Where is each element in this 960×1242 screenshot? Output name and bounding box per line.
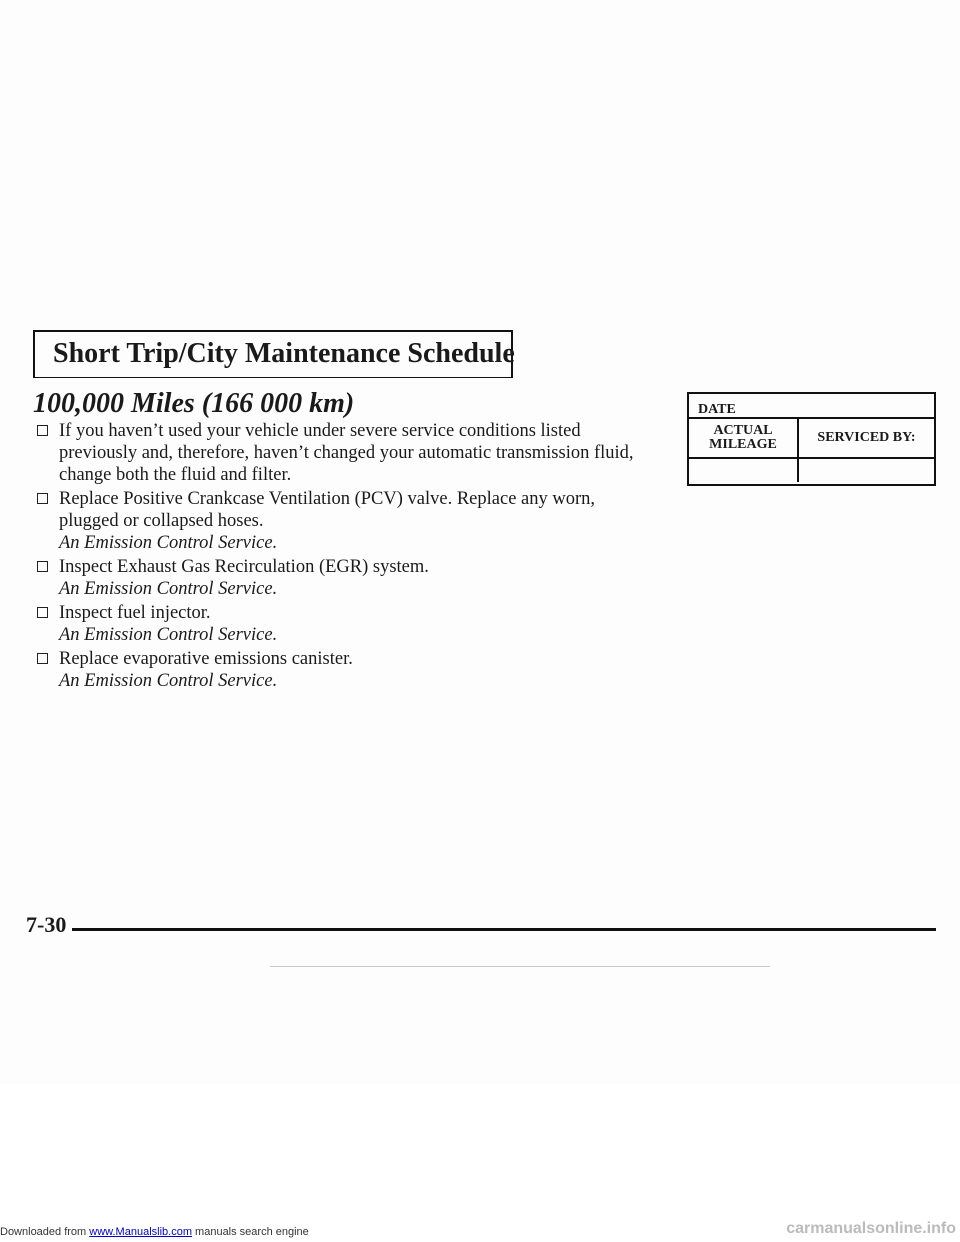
date-field[interactable]: DATE (689, 394, 934, 419)
page-number: 7-30 (26, 912, 67, 937)
item-text: Inspect fuel injector. (59, 603, 211, 623)
list-item (37, 556, 647, 600)
item-note: An Emission Control Service. (59, 671, 278, 691)
record-header-row (689, 419, 934, 459)
footer-rule (72, 928, 936, 931)
item-text: Replace Positive Crankcase Ventilation (PCV) valve. Replace any worn, plugged or collapsed hoses. (59, 489, 596, 531)
section-heading: 100,000 Miles (166 000 km) (33, 388, 355, 419)
item-text: Inspect Exhaust Gas Recirculation (EGR) system. (59, 557, 429, 577)
item-note: An Emission Control Service. (59, 625, 278, 645)
download-suffix: manuals search engine (195, 1226, 309, 1238)
serviced-by-label: SERVICED BY: (817, 430, 916, 445)
actual-mileage-label: ACTUAL MILEAGE (689, 419, 799, 457)
page-title: Short Trip/City Maintenance Schedule (53, 338, 515, 369)
actual-mileage-field[interactable] (689, 459, 799, 482)
schedule-header (33, 330, 513, 378)
item-note: An Emission Control Service. (59, 533, 278, 553)
record-entry-row (689, 459, 934, 482)
list-item (37, 602, 647, 646)
watermark: carmanualsonline.info (786, 1220, 956, 1237)
download-note (0, 1226, 309, 1238)
checkbox-icon[interactable] (37, 425, 48, 436)
item-note: An Emission Control Service. (59, 579, 278, 599)
list-item (37, 648, 647, 692)
checkbox-icon[interactable] (37, 561, 48, 572)
checkbox-icon[interactable] (37, 493, 48, 504)
serviced-by-field[interactable] (799, 459, 934, 482)
item-text: If you haven’t used your vehicle under severe service conditions listed previously and, therefore, haven’t changed your automatic transmission fluid, change both the fluid and filter. (59, 421, 634, 485)
page-margin (0, 1084, 960, 1242)
download-prefix: Downloaded from (0, 1226, 87, 1238)
list-item (37, 488, 647, 554)
scan-artifact-line (270, 966, 770, 967)
item-text: Replace evaporative emissions canister. (59, 649, 353, 669)
service-record-table (687, 392, 936, 486)
manualslib-link[interactable]: www.Manualslib.com (89, 1226, 192, 1238)
maintenance-checklist (37, 420, 647, 694)
checkbox-icon[interactable] (37, 607, 48, 618)
list-item (37, 420, 647, 486)
checkbox-icon[interactable] (37, 653, 48, 664)
